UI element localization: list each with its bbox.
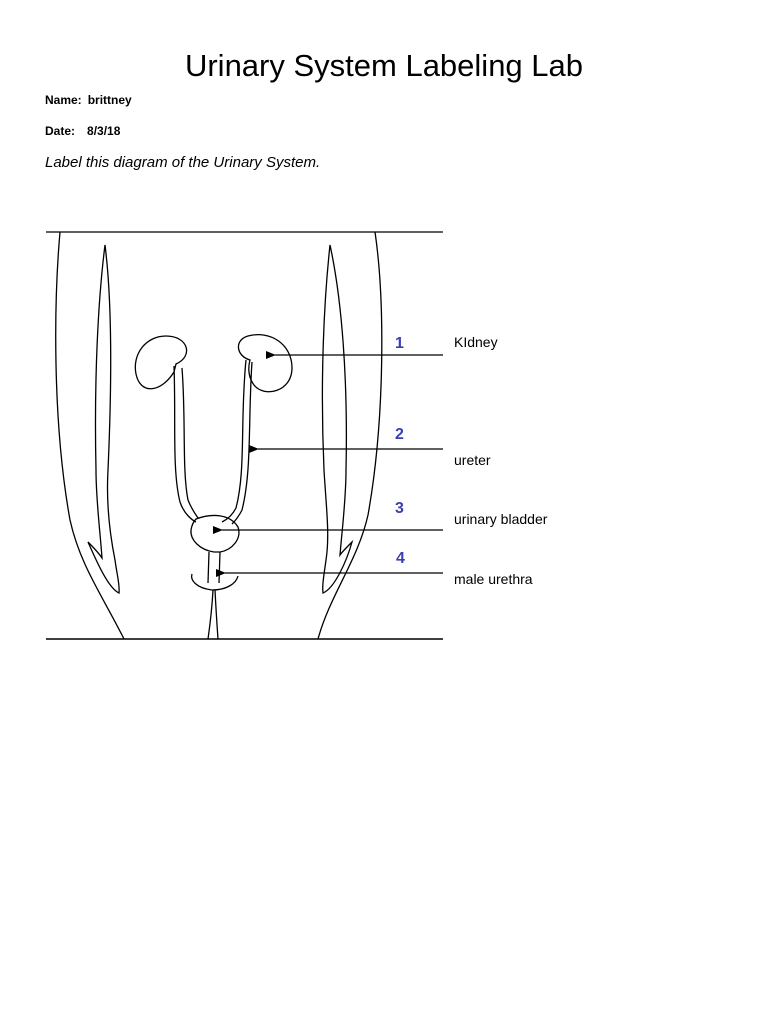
date-label: Date: xyxy=(45,124,76,138)
left-ureter-outer xyxy=(174,366,196,522)
torso-right-outline xyxy=(318,232,382,639)
urinary-bladder xyxy=(191,515,239,552)
label-number-3: 3 xyxy=(395,500,404,517)
answer-ureter: ureter xyxy=(454,452,491,468)
left-ureter-inner xyxy=(182,368,198,518)
left-arm-outline xyxy=(88,245,119,593)
torso-left-outline xyxy=(56,232,124,639)
right-arm-outline xyxy=(322,245,352,593)
label-number-2: 2 xyxy=(395,426,404,443)
date-value: 8/3/18 xyxy=(87,124,121,138)
penis-outline xyxy=(208,590,218,639)
answer-urinary-bladder: urinary bladder xyxy=(454,511,548,527)
answer-kidney: KIdney xyxy=(454,334,498,350)
answer-male-urethra: male urethra xyxy=(454,571,533,587)
right-kidney xyxy=(238,335,292,392)
instruction-text: Label this diagram of the Urinary System. xyxy=(45,154,321,171)
left-kidney xyxy=(135,336,186,389)
right-ureter-outer xyxy=(222,360,246,522)
urethra xyxy=(208,552,220,583)
page-title: Urinary System Labeling Lab xyxy=(184,48,584,83)
name-label: Name: xyxy=(45,93,82,107)
urethra-base-curve xyxy=(192,574,238,590)
name-value: brittney xyxy=(87,93,132,107)
label-number-4: 4 xyxy=(396,550,405,567)
label-number-1: 1 xyxy=(395,335,404,352)
